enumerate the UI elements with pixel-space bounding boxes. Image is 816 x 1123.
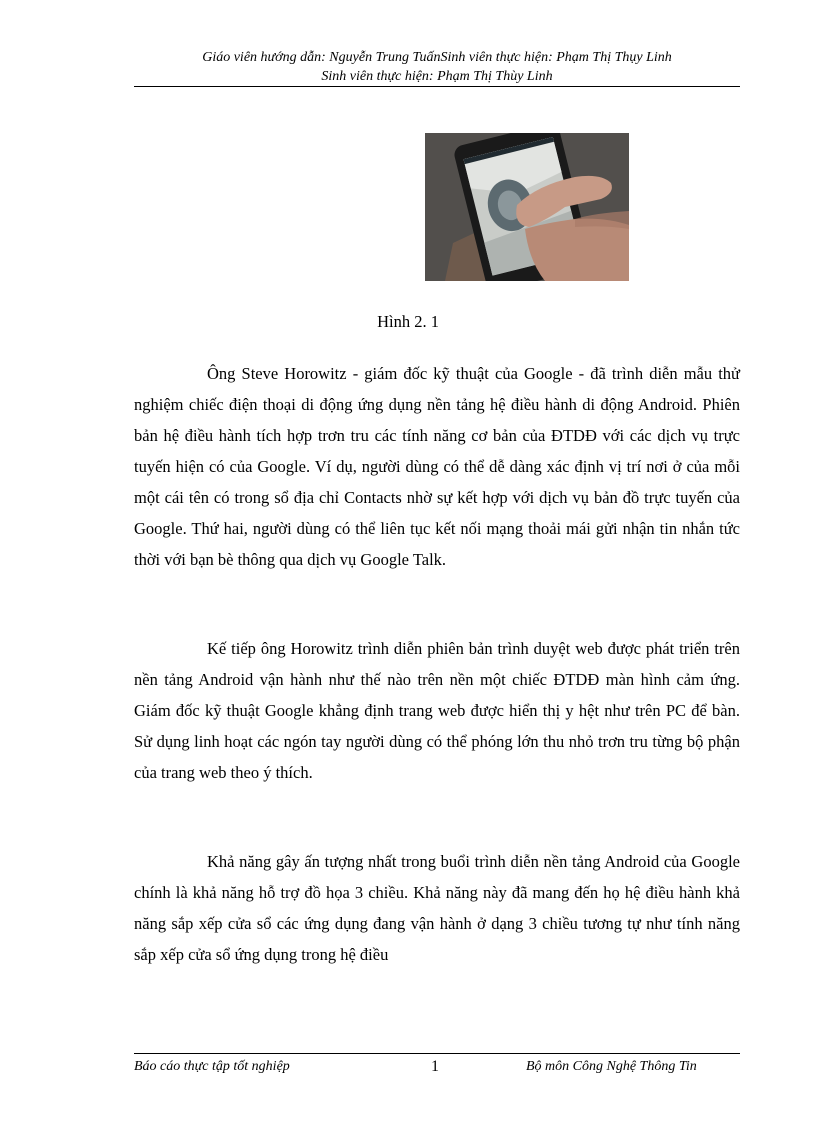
body-paragraph-1: Ông Steve Horowitz - giám đốc kỹ thuật của Google - đã trình diễn mẫu thử nghiệm chiếc điện thoại di động ứng dụng nền tảng hệ điều hành di động Android. Phiên bản hệ điều hành tích hợp trơn tru các tính năng cơ bản của ĐTDĐ với các dịch vụ trực tuyến hiện có của Google. Ví dụ, người dùng có thể dễ dàng xác định vị trí nơi ở của mỗi một cái tên có trong sổ địa chỉ Contacts nhờ sự kết hợp với dịch vụ bản đồ trực tuyến của Google. Thứ hai, người dùng có thể liên tục kết nối mạng thoải mái gửi nhận tin nhắn tức thời với bạn bè thông qua dịch vụ Google Talk.	[134, 364, 740, 569]
header-line-2: Sinh viên thực hiện: Phạm Thị Thùy Linh	[321, 69, 553, 84]
header-divider	[134, 86, 740, 87]
footer-department: Bộ môn Công Nghệ Thông Tin	[526, 1059, 697, 1074]
figure-caption: Hình 2. 1	[377, 312, 439, 331]
figure-phone-photo	[425, 133, 629, 281]
page-header	[134, 48, 740, 86]
header-line-1: Giáo viên hướng dẫn: Nguyễn Trung TuấnSinh viên thực hiện: Phạm Thị Thụy Linh	[202, 50, 672, 65]
footer-divider	[134, 1053, 740, 1054]
phone-photo-illustration	[425, 133, 629, 281]
footer-report-title: Báo cáo thực tập tốt nghiệp	[134, 1059, 290, 1074]
body-paragraph-2: Kế tiếp ông Horowitz trình diễn phiên bản trình duyệt web được phát triển trên nền tảng Android vận hành như thế nào trên nền một chiếc ĐTDĐ màn hình cảm ứng. Giám đốc kỹ thuật Google khẳng định trang web được hiển thị y hệt như trên PC để bàn. Sử dụng linh hoạt các ngón tay người dùng có thể phóng lớn thu nhỏ trơn tru từng bộ phận của trang web theo ý thích.	[134, 639, 740, 782]
body-paragraph-3: Khả năng gây ấn tượng nhất trong buổi trình diễn nền tảng Android của Google chính là khả năng hỗ trợ đồ họa 3 chiều. Khả năng này đã mang đến họ hệ điều hành khả năng sắp xếp cửa sổ các ứng dụng đang vận hành ở dạng 3 chiều tương tự như tính năng sắp xếp cửa sổ ứng dụng trong hệ điều	[134, 852, 740, 964]
page-number: 1	[431, 1058, 439, 1075]
